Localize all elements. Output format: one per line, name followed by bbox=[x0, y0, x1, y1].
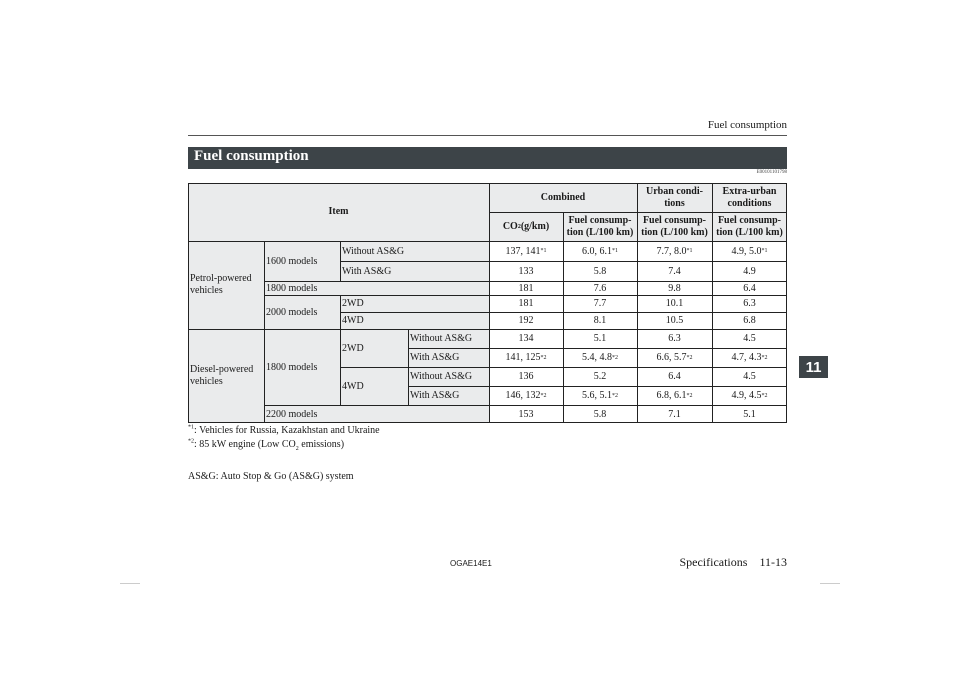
table-rule bbox=[264, 241, 265, 423]
value-cell: 6.0, 6.1 *1 bbox=[582, 245, 618, 257]
table-rule bbox=[637, 183, 638, 423]
co2-header-unit: (g/km) bbox=[520, 220, 550, 232]
page-footer bbox=[660, 555, 787, 570]
value-cell: 181 bbox=[518, 282, 534, 294]
value-cell: 5.1 bbox=[593, 333, 607, 344]
co2-header-text: CO bbox=[502, 220, 518, 232]
table-rule bbox=[408, 386, 787, 387]
section-title: Fuel consumption bbox=[194, 148, 309, 164]
value-cell: 7.1 bbox=[668, 408, 681, 420]
diesel-vehicles-label: Diesel-powered vehicles bbox=[190, 364, 254, 387]
item-header: Item bbox=[328, 206, 349, 217]
value-cell: 181 bbox=[518, 298, 534, 309]
document-code: OGAE14E1 bbox=[450, 559, 492, 568]
value-cell: 7.4 bbox=[668, 265, 681, 277]
value-cell: 134 bbox=[518, 333, 534, 344]
footnote-1-mark: *1 bbox=[188, 424, 194, 431]
footnote-2-mark: *2 bbox=[188, 438, 194, 445]
value-cell: 6.4 bbox=[743, 282, 756, 294]
combined-header: Combined bbox=[540, 191, 586, 203]
header-rule bbox=[188, 135, 787, 136]
diesel-model-1800-label: 1800 models bbox=[266, 361, 318, 373]
table-rule bbox=[340, 295, 341, 405]
table-rule bbox=[408, 348, 787, 349]
model-2200-label: 2200 models bbox=[266, 408, 318, 420]
table-rule bbox=[188, 241, 787, 242]
value-cell: 6.6, 5.7 *2 bbox=[656, 352, 693, 363]
value-cell: 4.9 bbox=[743, 265, 756, 277]
value-cell: 7.6 bbox=[593, 282, 607, 294]
value-cell: 7.7, 8.0 *1 bbox=[656, 245, 693, 257]
footnote-2-text-end: emissions) bbox=[298, 439, 345, 450]
value-cell: 10.1 bbox=[665, 298, 684, 309]
diesel-4wd-without-asg-label: Without AS&G bbox=[410, 371, 473, 382]
value-cell: 4.7, 4.3 *2 bbox=[731, 352, 768, 363]
value-cell: 8.1 bbox=[593, 315, 607, 326]
table-rule bbox=[264, 281, 787, 282]
urban-conditions-header: Urban condi- tions bbox=[646, 185, 703, 209]
diesel-4wd-with-asg-label: With AS&G bbox=[410, 390, 460, 401]
footnote-2-subscript: 2 bbox=[295, 446, 299, 452]
extra-urban-conditions-header: Extra-urban conditions bbox=[722, 185, 777, 209]
value-cell: 4.5 bbox=[743, 333, 756, 344]
extra-urban-fuel-header: Fuel consump- tion (L/100 km) bbox=[716, 214, 783, 238]
value-cell: 6.3 bbox=[668, 333, 681, 344]
petrol-vehicles-label: Petrol-powered vehicles bbox=[190, 273, 252, 296]
value-cell: 136 bbox=[518, 371, 534, 382]
table-rule bbox=[188, 329, 787, 330]
table-border bbox=[188, 183, 787, 184]
table-rule bbox=[264, 405, 787, 406]
footnote-2 bbox=[188, 439, 344, 450]
footer-section: Specifications bbox=[679, 555, 748, 569]
diesel-4wd-label: 4WD bbox=[342, 380, 364, 392]
crop-mark bbox=[120, 583, 140, 584]
urban-fuel-header: Fuel consump- tion (L/100 km) bbox=[641, 214, 708, 238]
footnote-2-text: : 85 kW engine (Low CO bbox=[194, 439, 296, 450]
fuel-consumption-table bbox=[188, 183, 787, 423]
value-cell: 5.8 bbox=[593, 408, 607, 420]
diesel-2wd-label: 2WD bbox=[342, 342, 364, 354]
value-cell: 141, 125 *2 bbox=[505, 352, 547, 363]
diesel-2wd-with-asg-label: With AS&G bbox=[410, 352, 460, 363]
2wd-label: 2WD bbox=[342, 298, 364, 309]
value-cell: 9.8 bbox=[668, 282, 681, 294]
page-number: 11-13 bbox=[759, 555, 787, 569]
value-cell: 5.8 bbox=[593, 265, 607, 277]
crop-mark bbox=[820, 583, 840, 584]
table-border bbox=[786, 183, 787, 423]
value-cell: 5.2 bbox=[593, 371, 607, 382]
table-rule bbox=[408, 329, 409, 405]
value-cell: 192 bbox=[518, 315, 534, 326]
4wd-label: 4WD bbox=[342, 315, 364, 326]
value-cell: 5.1 bbox=[743, 408, 756, 420]
section-code: E00101101798 bbox=[756, 170, 787, 175]
chapter-tab: 11 bbox=[799, 356, 828, 378]
value-cell: 133 bbox=[518, 265, 534, 277]
value-cell: 5.4, 4.8 *2 bbox=[582, 352, 618, 363]
footnote-1-text: : Vehicles for Russia, Kazakhstan and Ukraine bbox=[194, 425, 380, 436]
value-cell: 6.4 bbox=[668, 371, 681, 382]
table-rule bbox=[340, 241, 341, 281]
value-cell: 5.6, 5.1 *2 bbox=[582, 390, 618, 401]
model-1800-label: 1800 models bbox=[266, 282, 318, 294]
value-cell: 10.5 bbox=[665, 315, 684, 326]
value-cell: 6.3 bbox=[743, 298, 756, 309]
value-cell: 153 bbox=[518, 408, 534, 420]
value-cell: 4.9, 5.0 *1 bbox=[731, 245, 768, 257]
table-rule bbox=[489, 183, 490, 423]
value-cell: 6.8 bbox=[743, 315, 756, 326]
value-cell: 4.5 bbox=[743, 371, 756, 382]
asg-definition: AS&G: Auto Stop & Go (AS&G) system bbox=[188, 471, 354, 482]
table-rule bbox=[264, 295, 787, 296]
value-cell: 146, 132 *2 bbox=[505, 390, 547, 401]
value-cell: 137, 141 *1 bbox=[505, 245, 547, 257]
value-cell: 6.8, 6.1 *2 bbox=[656, 390, 693, 401]
running-head: Fuel consumption bbox=[707, 119, 787, 131]
table-rule bbox=[563, 212, 564, 423]
model-2000-label: 2000 models bbox=[266, 306, 318, 318]
combined-fuel-header: Fuel consump- tion (L/100 km) bbox=[566, 214, 634, 238]
value-cell: 7.7 bbox=[593, 298, 607, 309]
without-asg-label: Without AS&G bbox=[342, 245, 405, 257]
model-1600-label: 1600 models bbox=[266, 255, 318, 267]
table-rule bbox=[489, 212, 787, 213]
with-asg-label: With AS&G bbox=[342, 265, 392, 277]
diesel-2wd-without-asg-label: Without AS&G bbox=[410, 333, 473, 344]
table-border bbox=[188, 183, 189, 423]
section-title-bar bbox=[188, 147, 787, 169]
value-cell: 4.9, 4.5 *2 bbox=[731, 390, 768, 401]
table-border bbox=[188, 422, 787, 423]
table-rule bbox=[712, 183, 713, 423]
footnote-1 bbox=[188, 425, 380, 436]
co2-header: CO 2 (g/km) bbox=[502, 220, 550, 232]
